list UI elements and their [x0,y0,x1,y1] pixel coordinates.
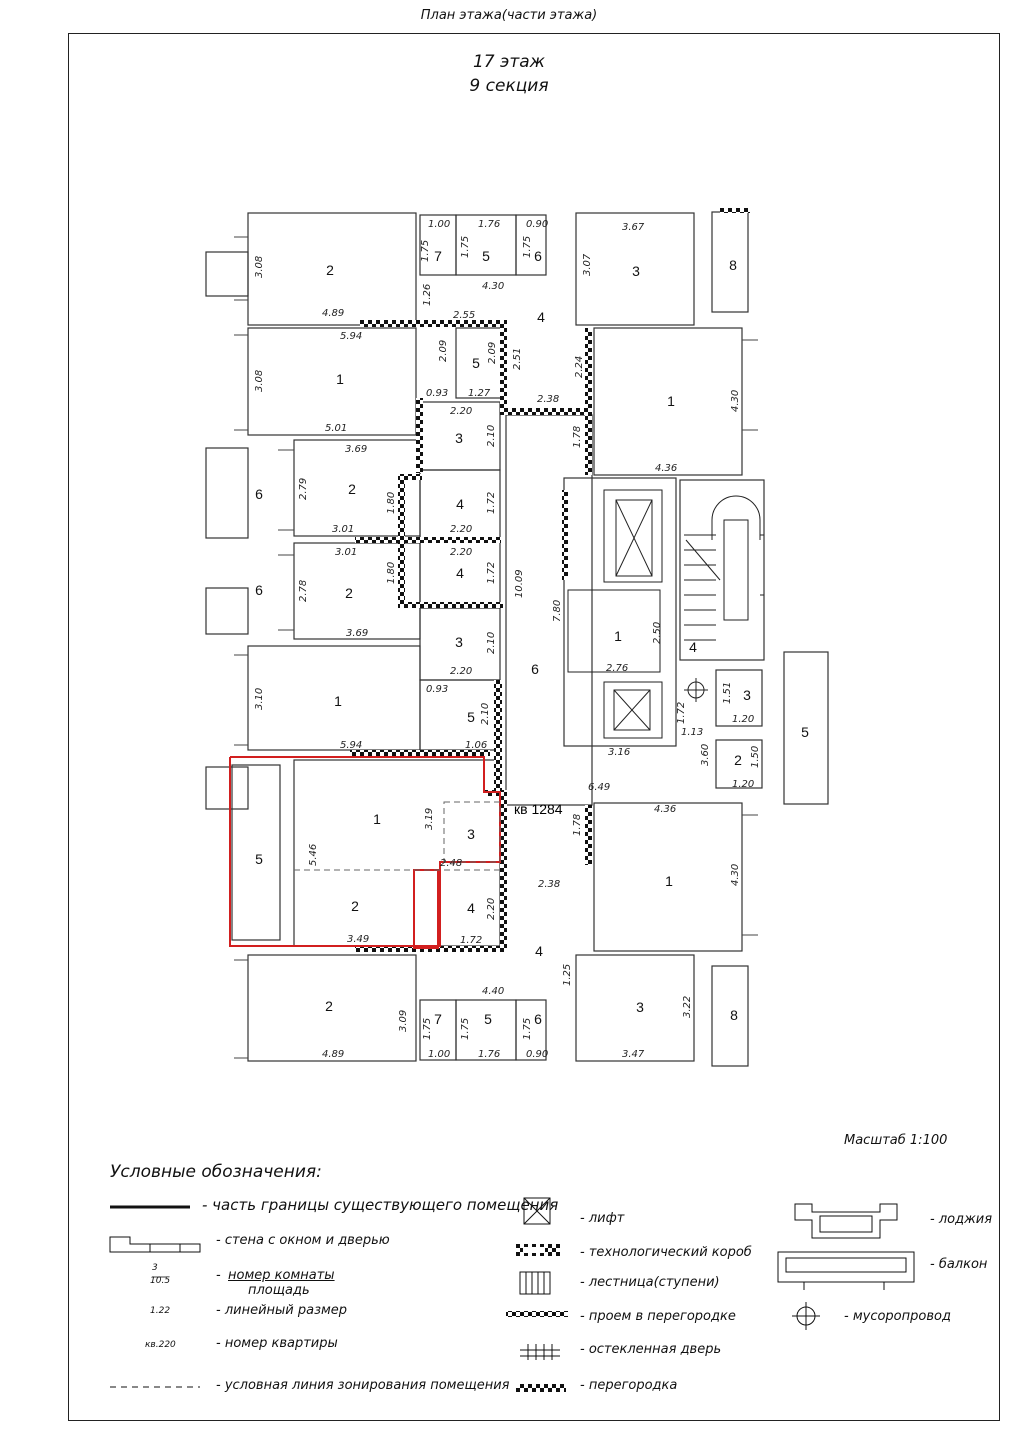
dimension-text: 3.01 [332,524,355,535]
dimension-text: 2.48 [440,858,463,869]
outer-walls [206,212,828,1066]
room-number: 2 [325,998,333,1014]
dimension-text: 5.46 [308,843,319,866]
room-number: 6 [531,661,539,677]
legend-symbols [110,1198,914,1392]
legend-wall: - стена с окном и дверью [216,1233,390,1248]
dimension-text: 2.50 [652,621,663,644]
legend-apt-sample: кв.220 [145,1340,176,1350]
dimension-text: 1.80 [386,561,397,584]
lift-symbols [568,490,662,738]
sheet-title: План этажа(части этажа) [420,8,598,23]
dimension-text: 1.76 [478,1049,501,1060]
dimension-text: 2.38 [538,879,561,890]
dimension-text: 0.90 [526,219,549,230]
dimension-text: 1.75 [522,1017,533,1040]
dimension-text: 2.20 [450,524,473,535]
dimension-text: 2.79 [298,477,309,500]
legend-room-sample-area: 10.5 [150,1276,171,1286]
room-number: 4 [689,639,697,655]
dimension-text: 1.72 [486,561,497,584]
dimension-text: 1.78 [572,425,583,448]
dimension-text: 4.36 [655,463,678,474]
apartment-number: кв 1284 [514,801,563,817]
legend-balcony: - балкон [930,1257,988,1272]
dimension-text: 1.75 [420,239,431,262]
dimension-text: 6.49 [588,782,611,793]
legend-loggia: - лоджия [930,1212,993,1227]
dimension-text: 2.20 [450,406,473,417]
dimension-text: 1.72 [460,935,483,946]
legend-room-area: площадь [248,1283,310,1298]
room-number: 5 [472,355,480,371]
dimension-text: 0.93 [426,684,449,695]
dimension-text: 1.78 [572,813,583,836]
legend-title: Условные обозначения: [110,1162,322,1182]
room-number: 6 [255,486,263,502]
dimension-text: 3.69 [346,628,369,639]
dimension-text: 4.89 [322,308,345,319]
dimension-text: 1.76 [478,219,501,230]
room-number: 5 [801,724,809,740]
room-number: 6 [255,582,263,598]
dimension-text: 3.19 [424,807,435,830]
scale-label: Масштаб 1:100 [844,1133,948,1148]
dimension-text: 4.30 [730,389,741,412]
dimension-text: 2.55 [453,310,476,321]
legend-opening: - проем в перегородке [580,1309,736,1324]
room-number: 5 [255,851,263,867]
dimension-text: 4.30 [730,863,741,886]
section-number: 9 секция [469,76,549,96]
legend-glass-door: - остекленная дверь [580,1342,722,1357]
dimension-text: 1.26 [422,283,433,306]
dimension-text: 3.69 [345,444,368,455]
dimension-text: 1.27 [468,388,491,399]
legend-tech: - технологический короб [580,1245,752,1260]
dimension-text: 1.75 [422,1017,433,1040]
room-number: 2 [351,898,359,914]
dimension-text: 1.00 [428,1049,451,1060]
dimension-text: 1.75 [460,235,471,258]
room-number: 1 [334,693,342,709]
dimension-text: 3.49 [347,934,370,945]
room-number: 2 [734,752,742,768]
dimension-text: 5.94 [340,331,363,342]
dimension-text: 3.67 [622,222,645,233]
dimension-text: 0.93 [426,388,449,399]
room-number: 3 [467,826,475,842]
room-number: 1 [665,873,673,889]
dimension-text: 4.89 [322,1049,345,1060]
dimension-text: 10.09 [514,569,525,598]
room-number: 5 [484,1011,492,1027]
room-number: 6 [534,1011,542,1027]
room-number: 1 [614,628,622,644]
dimension-text: 3.07 [582,253,593,276]
room-number: 7 [434,248,442,264]
legend-linear-sample: 1.22 [150,1306,171,1316]
dimension-text: 7.80 [552,599,563,622]
dimension-text: 4.40 [482,986,505,997]
legend-stair: - лестница(ступени) [580,1275,720,1290]
room-number: 5 [467,709,475,725]
dimension-text: 2.78 [298,579,309,602]
dimension-text: 2.20 [450,666,473,677]
room-number: 6 [534,248,542,264]
room-number: 4 [456,496,464,512]
room-number: 1 [667,393,675,409]
room-number: 3 [743,687,751,703]
dimension-text: 3.10 [254,687,265,710]
legend-boundary: - часть границы существующего помещения [202,1196,559,1214]
dimension-text: 2.10 [486,631,497,654]
dimension-text: 3.08 [254,369,265,392]
dimension-text: 2.09 [438,339,449,362]
dimension-text: 3.60 [700,743,711,766]
legend-linear: - линейный размер [216,1303,348,1318]
room-number: 3 [632,263,640,279]
room-number: 2 [348,481,356,497]
room-number: 8 [730,1007,738,1023]
room-number: 4 [535,943,543,959]
legend-partition: - перегородка [580,1378,678,1393]
dimension-text: 2.20 [450,547,473,558]
apartment-boundary [230,757,500,948]
room-number: 4 [467,900,475,916]
dimension-text: 1.20 [732,714,755,725]
dimension-text: 5.01 [325,423,348,434]
legend-room-sample-num: 3 [152,1263,158,1273]
room-number: 5 [482,248,490,264]
dimension-text: 2.10 [486,424,497,447]
dimension-text: 1.72 [486,491,497,514]
room-number: 3 [455,430,463,446]
dimension-text: 1.13 [681,727,704,738]
dimension-text: 0.90 [526,1049,549,1060]
dimension-text: 2.76 [606,663,629,674]
dimension-text: 2.24 [574,355,585,378]
dimension-text: 1.75 [522,235,533,258]
room-number: 8 [729,257,737,273]
chute-symbol [684,678,708,702]
room-numbers [255,248,809,1027]
dimension-text: 3.01 [335,547,358,558]
room-number: 2 [345,585,353,601]
room-number: 7 [434,1011,442,1027]
room-number: 1 [373,811,381,827]
dimension-text: 1.20 [732,779,755,790]
dimension-text: 1.72 [676,701,687,724]
dimension-text: 2.51 [512,347,523,370]
dimension-text: 1.06 [465,740,488,751]
room-number: 4 [456,565,464,581]
dimension-text: 1.50 [750,745,761,768]
dimension-text: 4.30 [482,281,505,292]
room-number: 1 [336,371,344,387]
room-number: 3 [636,999,644,1015]
dimension-text: 3.47 [622,1049,645,1060]
dimension-text: 2.20 [486,897,497,920]
legend-room-dash: - [216,1268,221,1283]
room-number: 4 [537,309,545,325]
stair-symbol [684,496,764,640]
room-number: 2 [326,262,334,278]
dimension-text: 4.36 [654,804,677,815]
dimension-text: 2.09 [487,341,498,364]
dimension-text: 1.80 [386,491,397,514]
legend-zoning: - условная линия зонирования помещения [216,1378,510,1393]
dimension-text: 3.22 [682,995,693,1018]
dimension-text: 3.08 [254,255,265,278]
dimension-text: 1.75 [460,1017,471,1040]
dimension-text: 3.16 [608,747,631,758]
dimension-text: 1.25 [562,963,573,986]
floor-number: 17 этаж [472,52,545,72]
dimension-text: 3.09 [398,1009,409,1032]
dimension-text: 1.51 [722,681,733,704]
dimension-text: 2.38 [537,394,560,405]
dimension-text: 2.10 [480,702,491,725]
legend-room-number: номер комнаты [228,1268,335,1283]
room-number: 3 [455,634,463,650]
legend-apt: - номер квартиры [216,1336,338,1351]
dimension-text: 5.94 [340,740,363,751]
dimension-text: 1.00 [428,219,451,230]
legend-chute: - мусоропровод [844,1309,951,1324]
legend-lift: - лифт [580,1211,625,1226]
